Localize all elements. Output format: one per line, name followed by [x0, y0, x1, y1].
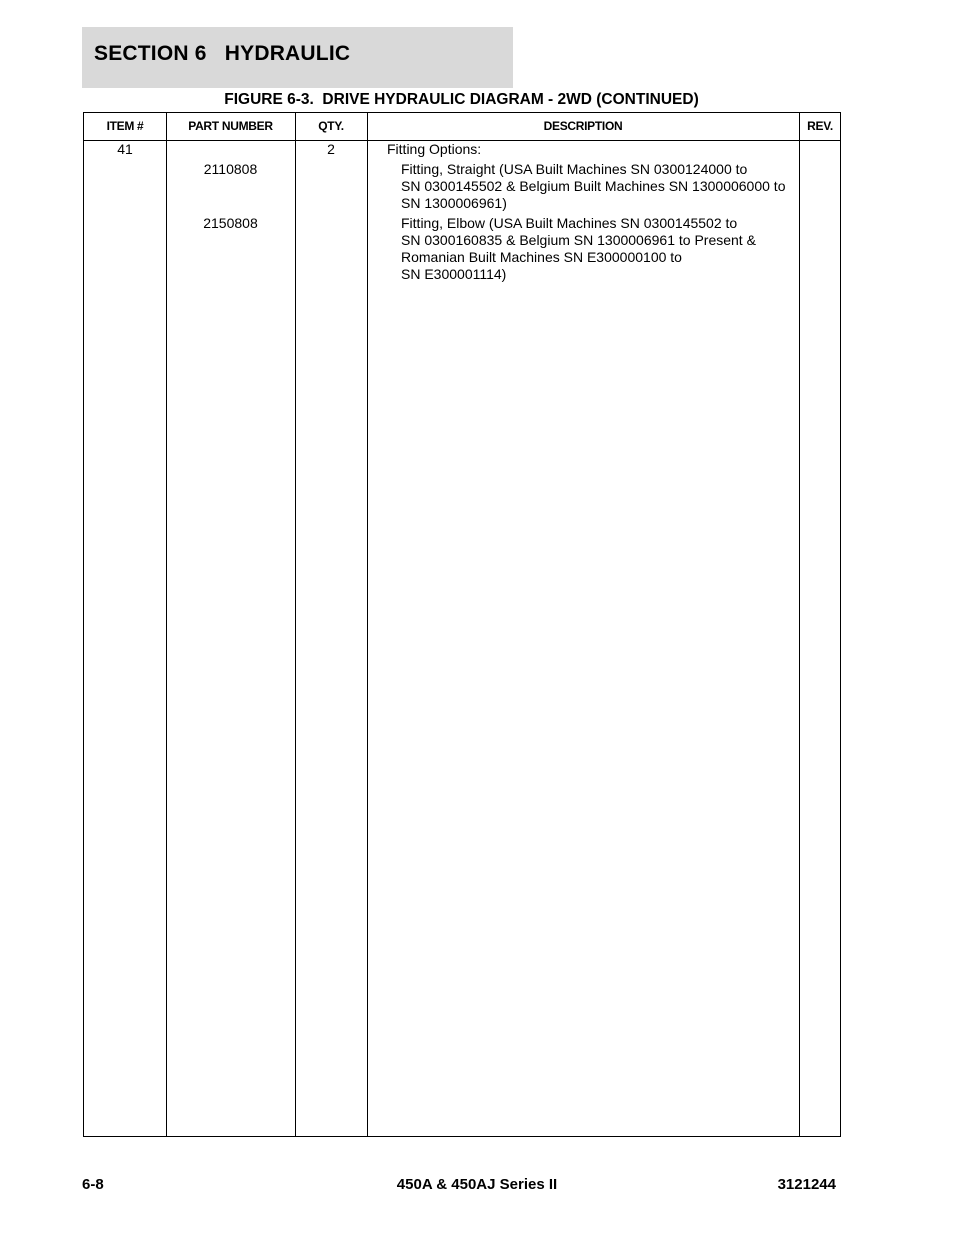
column-divider — [367, 113, 368, 1136]
section-title: SECTION 6 HYDRAULIC — [94, 42, 351, 65]
figure-title: FIGURE 6-3. DRIVE HYDRAULIC DIAGRAM - 2WD (CONTINUED) — [224, 91, 699, 108]
header-part-number: PART NUMBER — [188, 119, 273, 133]
description — [401, 215, 756, 283]
description-line: Fitting, Elbow (USA Built Machines SN 0300145502 to — [401, 215, 738, 231]
description-line: SN 1300006961) — [401, 195, 507, 211]
column-divider — [166, 113, 167, 1136]
footer-model: 450A & 450AJ Series II — [396, 1176, 558, 1193]
header-rev: REV. — [807, 119, 833, 133]
footer-page-number: 6-8 — [82, 1176, 104, 1193]
part-number: 2110808 — [203, 161, 258, 177]
description-line: Romanian Built Machines SN E300000100 to — [401, 249, 682, 265]
column-divider — [799, 113, 800, 1136]
description-line: Fitting, Straight (USA Built Machines SN 0300124000 to — [401, 161, 748, 177]
column-divider — [295, 113, 296, 1136]
description-line: SN E300001114) — [401, 266, 507, 282]
header-qty: QTY. — [318, 119, 344, 133]
description-line: SN 0300160835 & Belgium SN 1300006961 to Present & — [401, 232, 756, 248]
parts-table — [83, 112, 841, 1137]
part-number: 2150808 — [203, 215, 258, 231]
description — [387, 141, 481, 158]
header-item: ITEM # — [106, 119, 144, 133]
quantity: 2 — [327, 141, 335, 157]
description-line: SN 0300145502 & Belgium Built Machines SN 1300006000 to — [401, 178, 786, 194]
section-header — [82, 27, 513, 88]
item-number: 41 — [117, 141, 133, 157]
footer-doc-number: 3121244 — [777, 1176, 836, 1193]
header-description: DESCRIPTION — [543, 119, 623, 133]
description — [401, 161, 785, 212]
description-line: Fitting Options: — [387, 141, 482, 157]
